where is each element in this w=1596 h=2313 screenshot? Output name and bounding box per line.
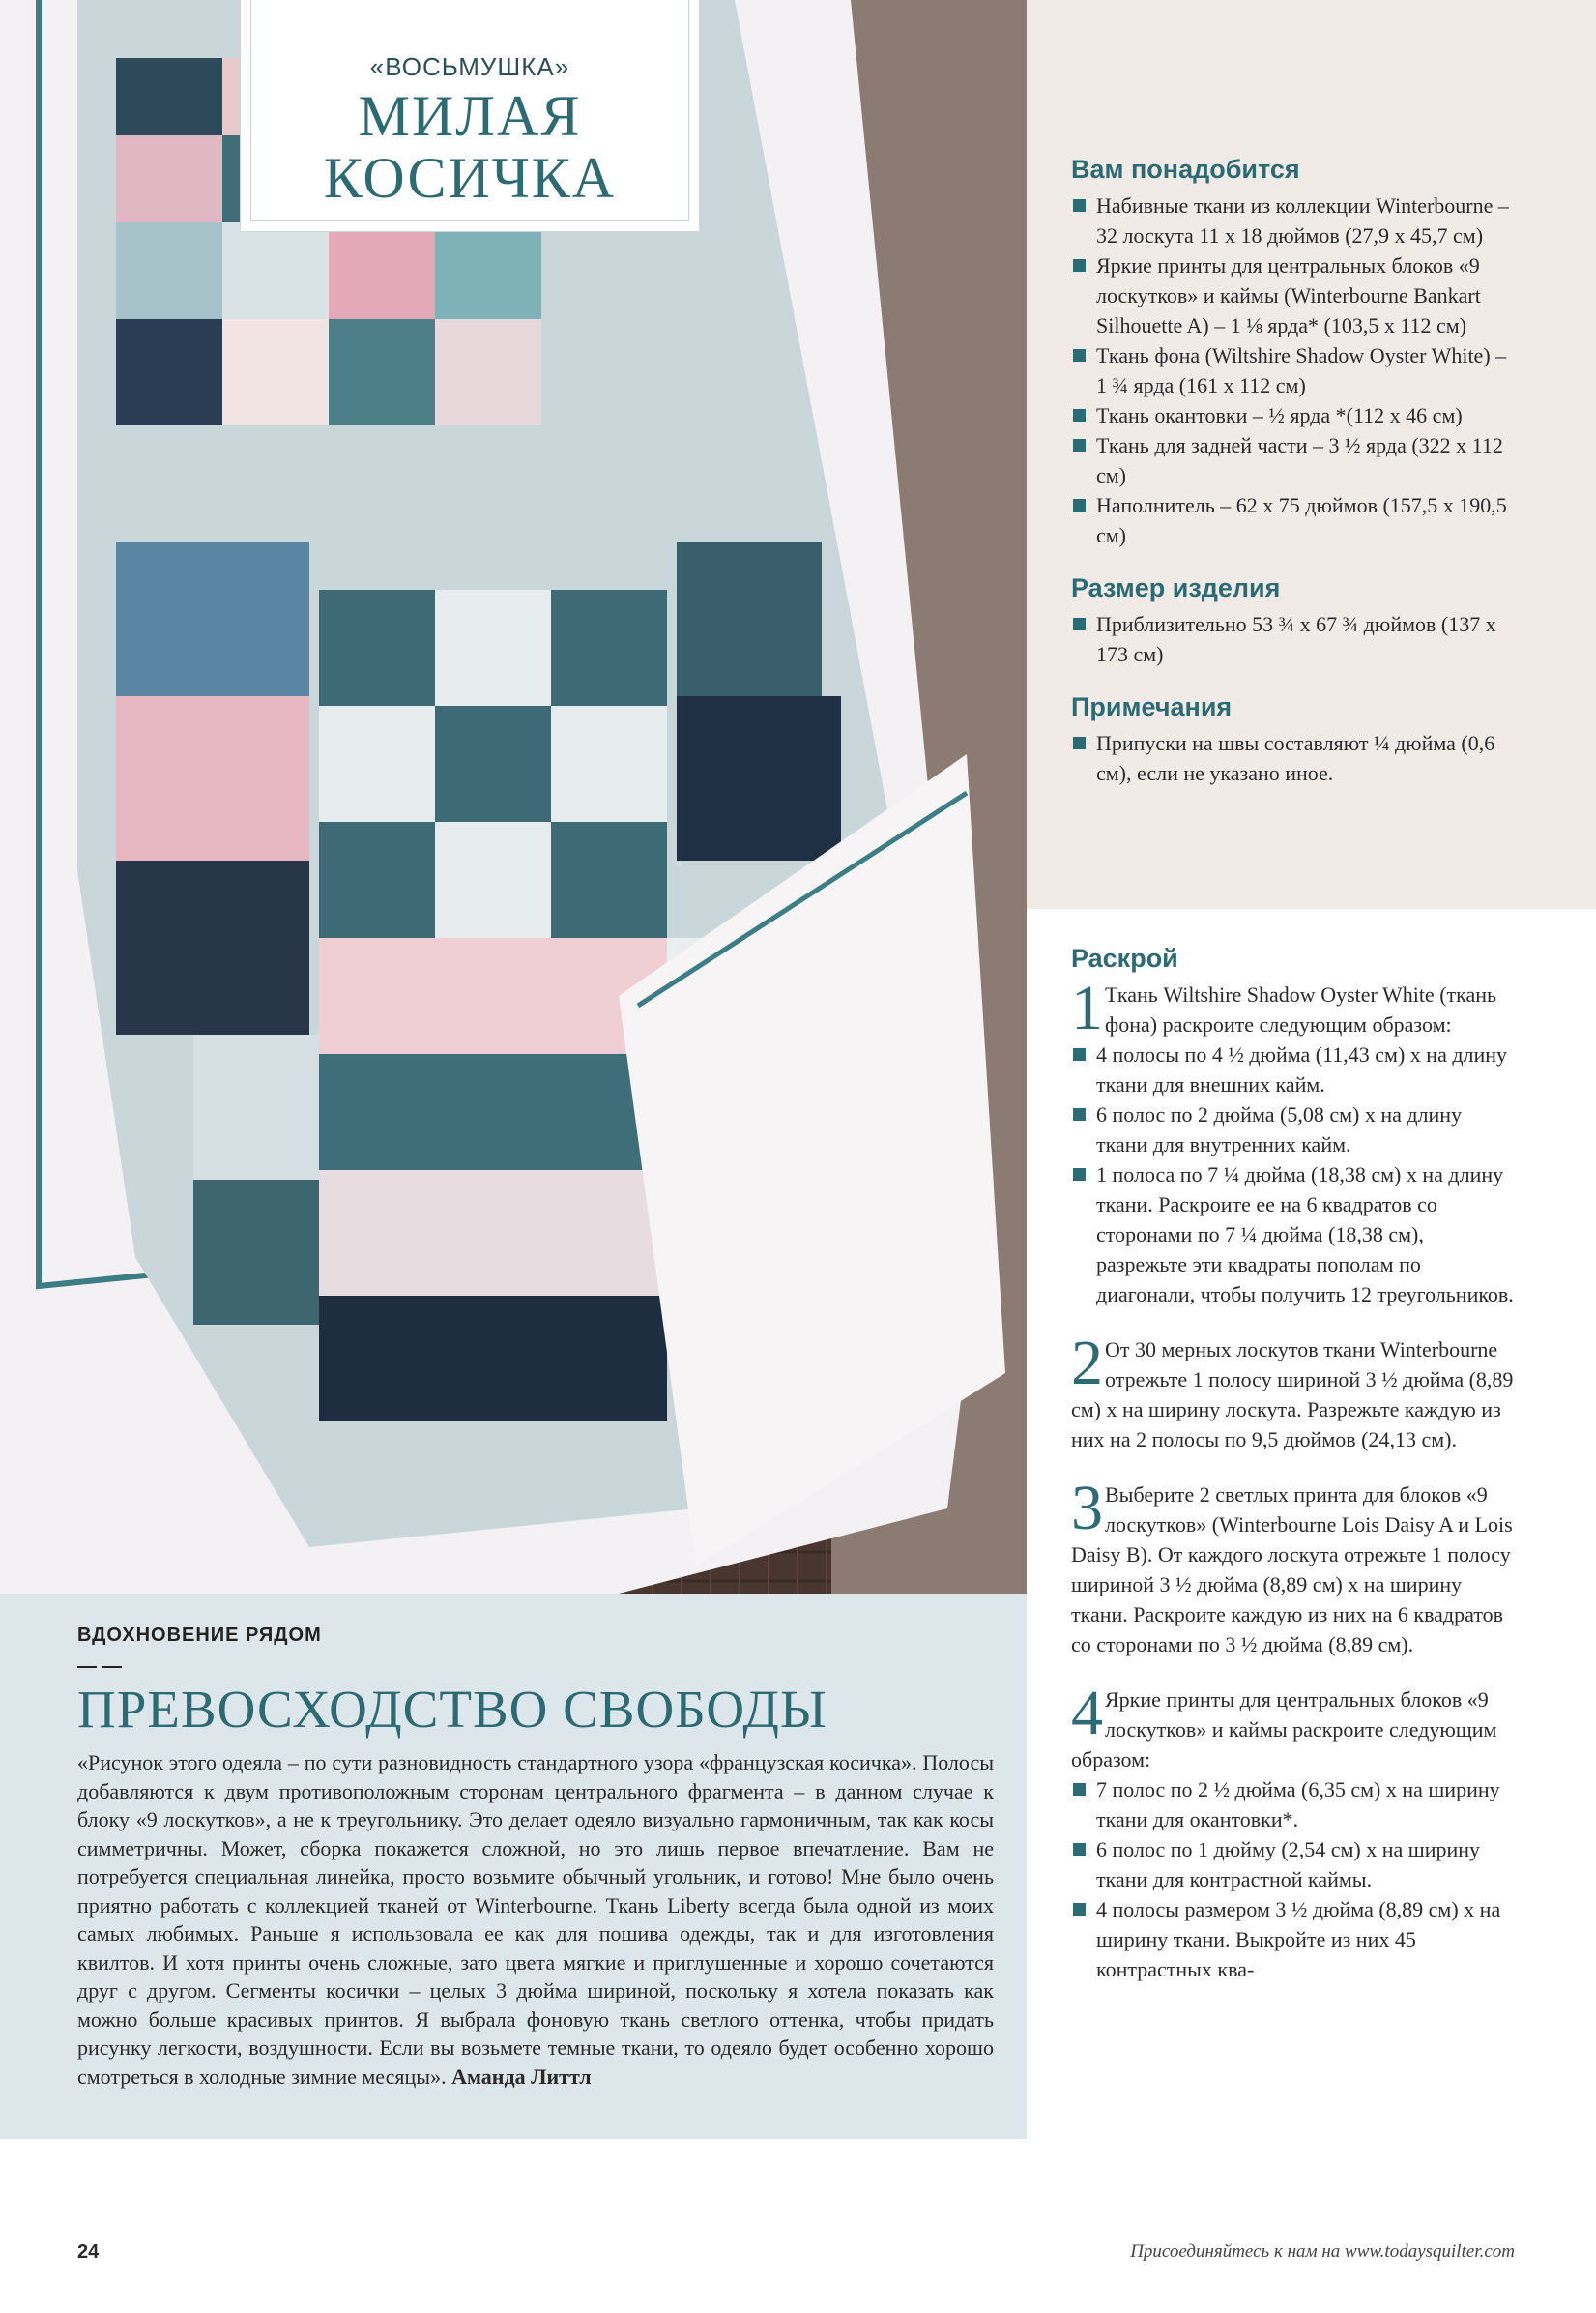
step-number: 4: [1071, 1678, 1103, 1748]
materials-item: Ткань окантовки – ½ ярда *(112 x 46 см): [1071, 400, 1516, 430]
notes-list: [1071, 728, 1516, 788]
step-item: 4 полосы по 4 ½ дюйма (11,43 см) x на длину ткани для внешних кайм.: [1071, 1039, 1516, 1099]
article-kicker: «ВОСЬМУШКА»: [369, 52, 570, 81]
step-item: 7 полос по 2 ½ дюйма (6,35 см) x на ширину ткани для окантовки*.: [1071, 1774, 1516, 1834]
materials-item: Наполнитель – 62 x 75 дюймов (157,5 x 190,5 см): [1071, 490, 1516, 550]
notes-item: Припуски на швы составляют ¼ дюйма (0,6 см), если не указано иное.: [1071, 728, 1516, 788]
article-title-line2: КОСИЧКА: [323, 146, 617, 210]
quilt-illustration: [0, 0, 1027, 1594]
step-item: 4 полосы размером 3 ½ дюйма (8,89 см) x на ширину ткани. Выкройте из них 45 контрастных ква-: [1071, 1894, 1516, 1984]
notes-heading: Примечания: [1071, 692, 1233, 721]
quilt-photo: [0, 0, 1027, 1594]
step-text: От 30 мерных лоскутов ткани Winterbourne отрежьте 1 полосу шириной 3 ½ дюйма (8,89 см) x на ширину лоскута. Разрежьте каждую из них на 2 полосы по 9,5 дюймов (24,13 см).: [1071, 1337, 1514, 1451]
size-heading: Размер изделия: [1071, 573, 1281, 602]
article-title: [241, 85, 699, 209]
materials-item: Ткань для задней части – 3 ½ ярда (322 x 112 см): [1071, 430, 1516, 490]
cutting-step-4: [1071, 1678, 1516, 1984]
page-number: 24: [77, 2241, 100, 2263]
step-item: 1 полоса по 7 ¼ дюйма (18,38 см) x на длину ткани. Раскроите ее на 6 квадратов со сторонами по 7 ¼ дюйма (18,38 см), разрежьте эти квадраты пополам по диагонали, чтобы получить 12 треугольников.: [1071, 1159, 1516, 1309]
materials-item: Набивные ткани из коллекции Winterbourne – 32 лоскута 11 x 18 дюймов (27,9 x 45,7 см): [1071, 190, 1516, 250]
footer-promo: Присоединяйтесь к нам на www.todaysquilter.com: [1130, 2241, 1515, 2262]
cutting-step-3: [1071, 1473, 1516, 1659]
materials-item: Ткань фона (Wiltshire Shadow Oyster White) – 1 ¾ ярда (161 x 112 см): [1071, 340, 1516, 400]
inspiration-author: Аманда Литтл: [451, 2064, 592, 2089]
inspiration-text: «Рисунок этого одеяла – по сути разновидность стандартного узора «французская косичка». Полосы добавляются к двум противоположным сторонам центрального фрагмента – в данном случае к блоку «9 лоскутков», а не к треугольнику. Это делает одеяло визуально гармоничным, так как косы симметричны. Может, сборка покажется сложной, но это лишь первое впечатление. Вам не потребуется специальная линейка, просто возьмите обычный угольник, и готово! Мне было очень приятно работать с коллекцией тканей от Winterbourne. Ткань Liberty всегда была одной из моих самых любимых. Раньше я использовала ее как для пошива одежды, так и для изготовления квилтов. И хотя принты очень сложные, зато цвета мягкие и приглушенные и хорошо сочетаются друг с другом. Сегменты косички – целых 3 дюйма шириной, поскольку я хотела показать как можно больше красивых принтов. Я выбрала фоновую ткань светлого оттенка, чтобы придать рисунку легкости, воздушности. Если вы возьмете темные ткани, то одеяло будет особенно хорошо смотреться в холодные зимние месяцы».: [77, 1750, 994, 2089]
cutting-step-2: [1071, 1328, 1516, 1454]
materials-content: [1071, 155, 1516, 811]
cutting-step-1: [1071, 973, 1516, 1309]
ornament-icon: [77, 1665, 135, 1669]
size-list: [1071, 609, 1516, 669]
materials-heading: Вам понадобится: [1071, 155, 1300, 184]
step-number: 1: [1071, 973, 1103, 1043]
inspiration-label: ВДОХНОВЕНИЕ РЯДОМ: [77, 1625, 322, 1646]
step-list: [1071, 1039, 1516, 1309]
materials-item: Яркие принты для центральных блоков «9 лоскутков» и каймы (Winterbourne Bankart Silhouette A) – 1 ⅛ ярда* (103,5 x 112 см): [1071, 250, 1516, 340]
notes-section: [1071, 692, 1516, 788]
inspiration-body: [77, 1748, 994, 2091]
step-item: 6 полос по 2 дюйма (5,08 см) x на длину ткани для внутренних кайм.: [1071, 1099, 1516, 1159]
article-title-line1: МИЛАЯ: [358, 84, 582, 148]
size-item: Приблизительно 53 ¾ x 67 ¾ дюймов (137 x 173 см): [1071, 609, 1516, 669]
step-text: Яркие принты для центральных блоков «9 лоскутков» и каймы раскроите следующим образом:: [1071, 1687, 1497, 1771]
inspiration-title: ПРЕВОСХОДСТВО СВОБОДЫ: [77, 1680, 827, 1739]
size-section: [1071, 573, 1516, 669]
step-item: 6 полос по 1 дюйму (2,54 см) x на ширину ткани для контрастной каймы.: [1071, 1834, 1516, 1894]
cutting-section: [1071, 944, 1516, 2009]
step-text: Выберите 2 светлых принта для блоков «9 лоскутков» (Winterbourne Lois Daisy A и Lois Daisy B). От каждого лоскута отрежьте 1 полосу шириной 3 ½ дюйма (8,89 см) x на ширину ткани. Раскроите каждую из них на 6 квадратов со сторонами по 3 ½ дюйма (8,89 см).: [1071, 1482, 1513, 1656]
cutting-heading: Раскрой: [1071, 944, 1178, 973]
step-text: Ткань Wiltshire Shadow Oyster White (ткань фона) раскроите следующим образом:: [1105, 982, 1497, 1037]
title-box: [240, 0, 700, 232]
step-list: [1071, 1774, 1516, 1984]
step-number: 3: [1071, 1473, 1103, 1543]
materials-list: [1071, 190, 1516, 550]
step-number: 2: [1071, 1328, 1103, 1398]
materials-section: [1071, 155, 1516, 550]
